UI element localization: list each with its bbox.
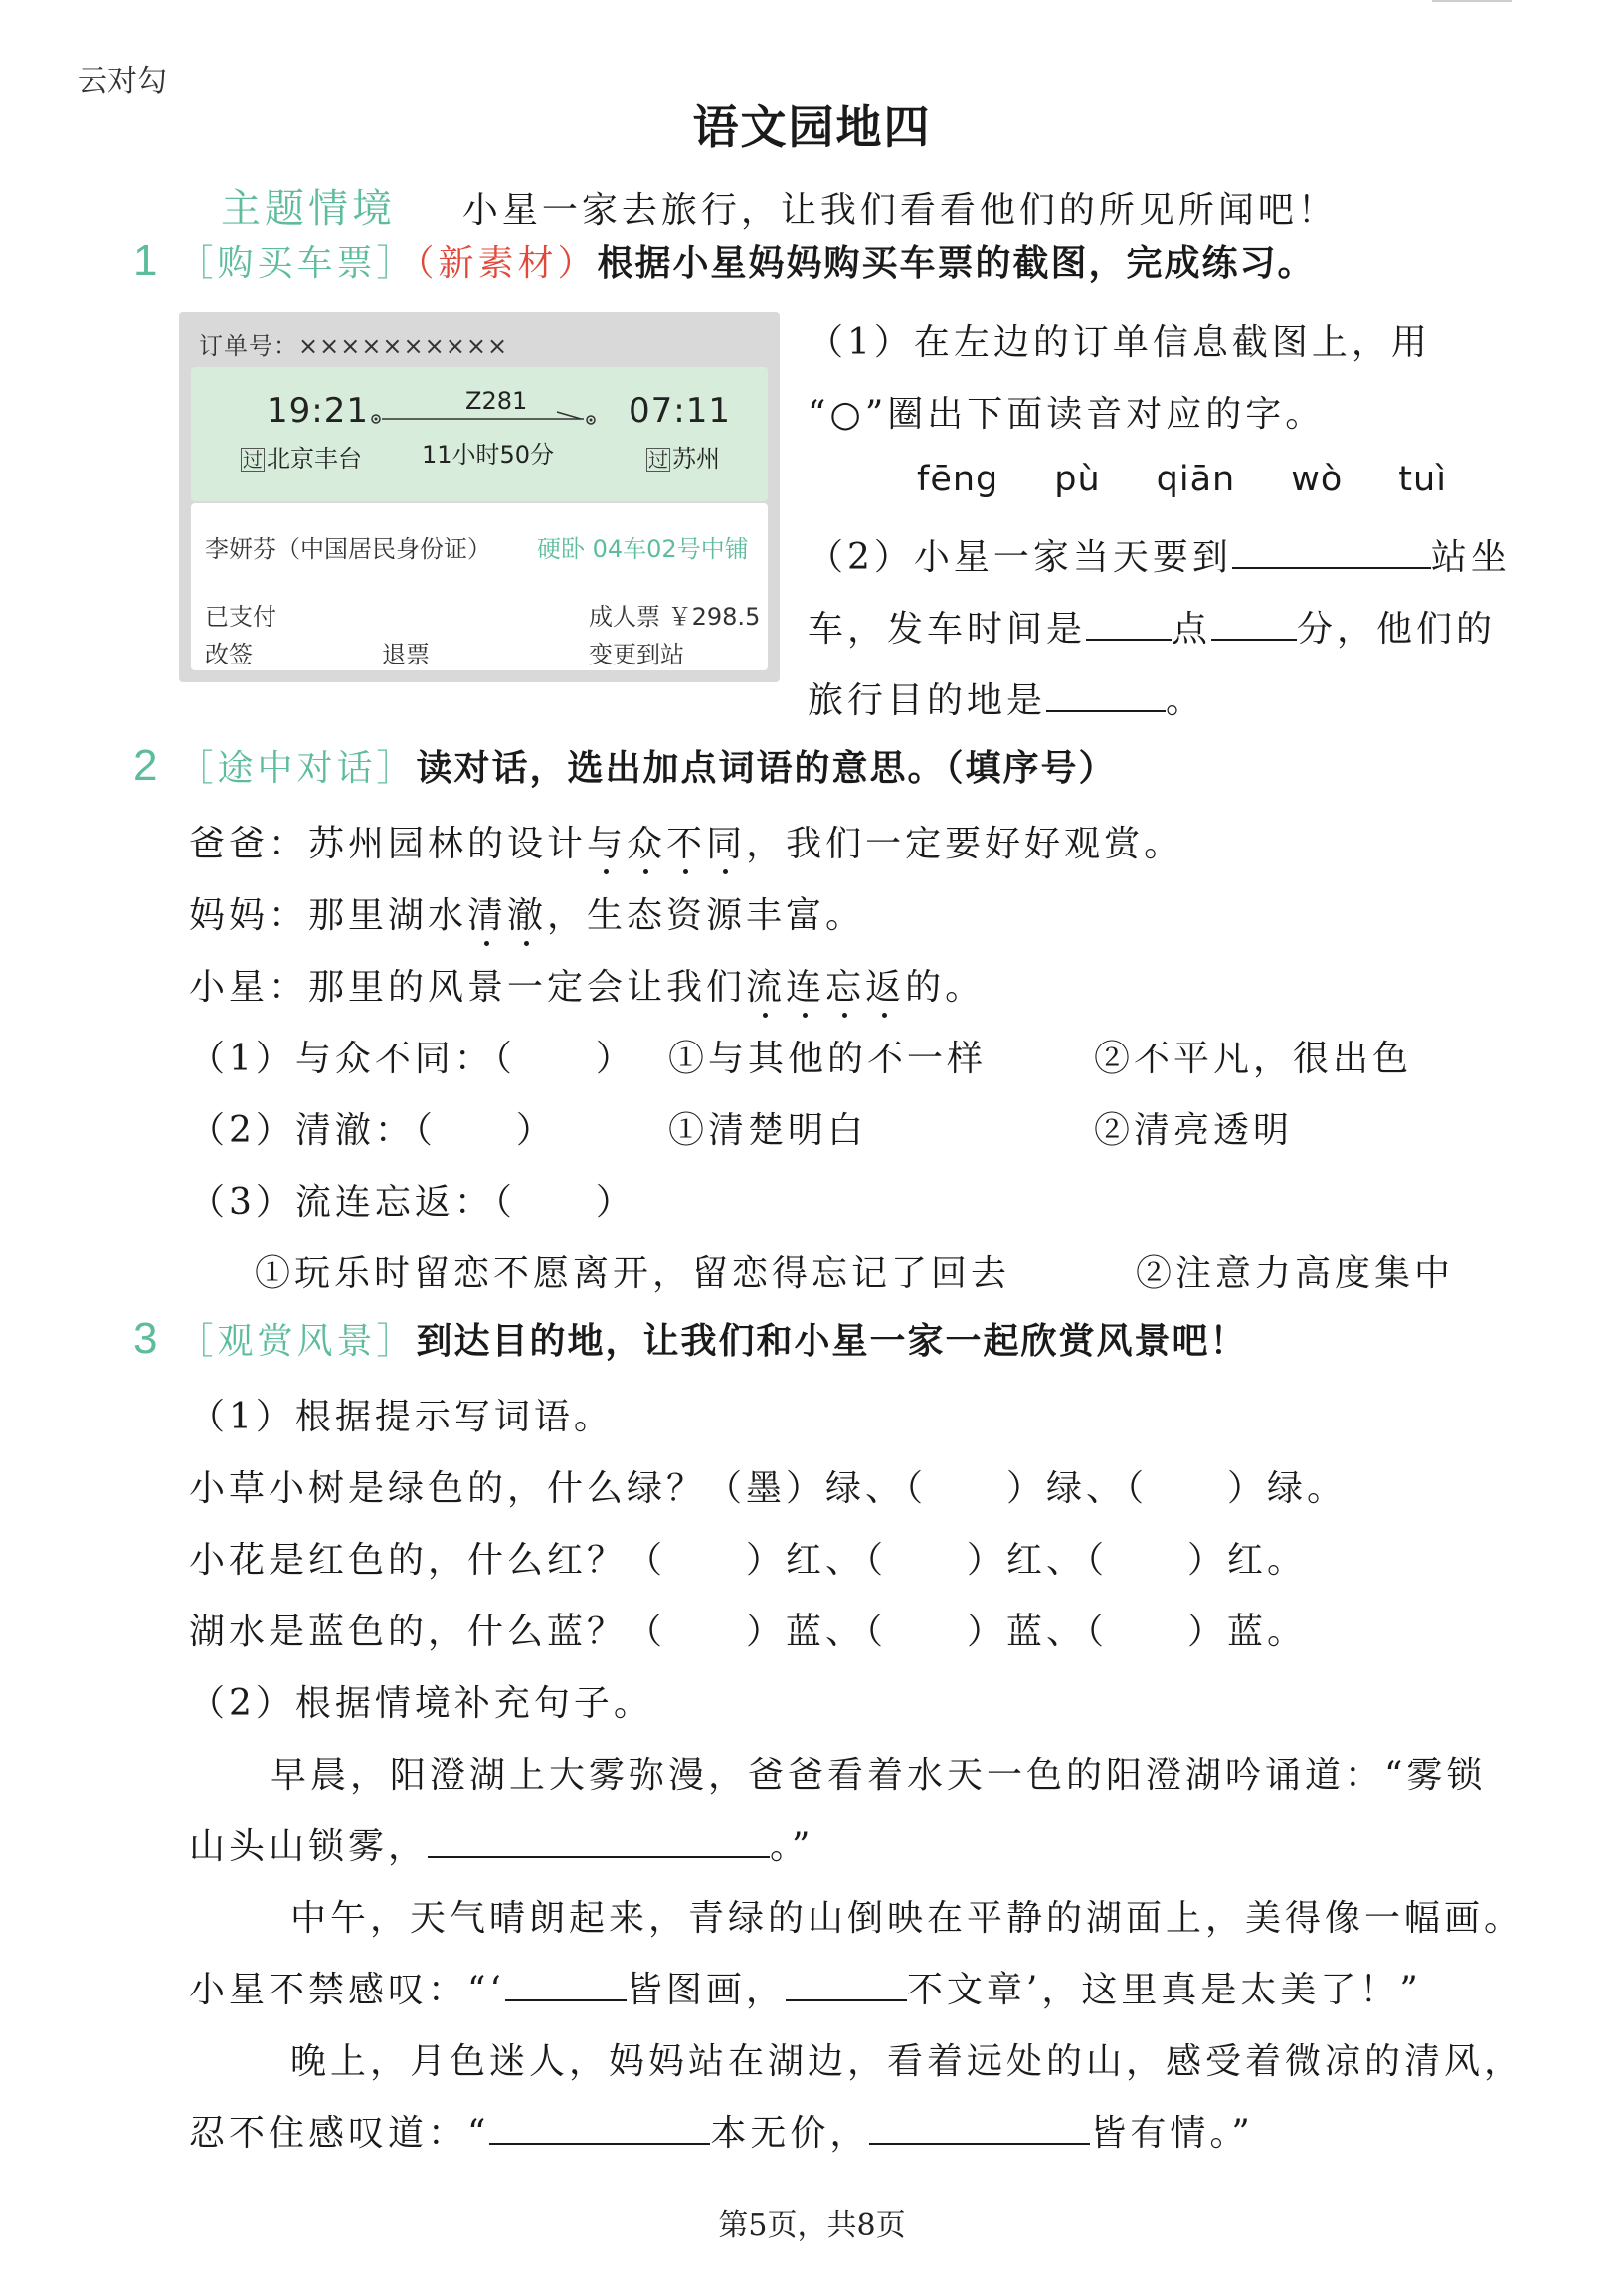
theme-text: 小星一家去旅行，让我们看看他们的所见所闻吧！ xyxy=(461,190,1338,231)
answer-blank[interactable] xyxy=(1046,680,1166,712)
q1-sub2-text: 。 xyxy=(1166,680,1206,721)
answer-blank[interactable] xyxy=(869,2113,1090,2145)
ticket-arrive-time: 07:11 xyxy=(629,391,731,431)
dialog-xiaoxing xyxy=(189,959,985,1010)
dotted-char: 与 xyxy=(587,824,628,864)
pinyin-item: tuì xyxy=(1398,460,1447,499)
q2-tag: ［途中对话］ xyxy=(177,748,417,789)
q1-new-tag: （新素材） xyxy=(416,243,598,284)
q3-paragraph-morning: 早晨，阳澄湖上大雾弥漫，爸爸看着水天一色的阳澄湖吟诵道：“雾锁 xyxy=(271,1755,1487,1796)
answer-blank[interactable] xyxy=(1232,537,1431,569)
ticket-refund-button: 退票 xyxy=(382,641,430,668)
q3-paragraph-evening-2 xyxy=(189,2105,1254,2156)
q2-item-label: （3）流连忘返：（ ） xyxy=(189,1182,635,1223)
dotted-char: 澈 xyxy=(507,895,548,936)
q2-instruction: 读对话，选出加点词语的意思。（填序号） xyxy=(416,748,1117,789)
pinyin-item: qiān xyxy=(1156,460,1236,499)
ticket-change-station-button: 变更到站 xyxy=(589,641,684,668)
q1-number: 1 xyxy=(133,236,162,285)
top-rule xyxy=(1432,0,1512,2)
dotted-char: 众 xyxy=(627,824,667,864)
paragraph-text: 不文章’，这里真是太美了！” xyxy=(906,1970,1422,2010)
dotted-char: 不 xyxy=(666,824,707,864)
paragraph-text: 小星不禁感叹：“‘ xyxy=(189,1970,505,2010)
q3-number: 3 xyxy=(133,1314,162,1363)
q3-paragraph-noon: 中午，天气晴朗起来，青绿的山倒映在平静的湖面上，美得像一幅画。 xyxy=(290,1898,1525,1939)
q3-paragraph-noon-2 xyxy=(189,1962,1422,2012)
q3-red-line: 小花是红色的，什么红？（ ）红、（ ）红、（ ）红。 xyxy=(189,1540,1308,1581)
brand-header: 云对勾 xyxy=(78,64,167,98)
ticket-screenshot xyxy=(179,312,780,682)
q3-heading xyxy=(133,1313,1248,1364)
from-station-name: 北京丰台 xyxy=(267,445,362,473)
paragraph-text: 皆有情。” xyxy=(1090,2113,1254,2154)
q1-sub2-text: 车，发车时间是 xyxy=(808,609,1087,650)
q2-item-option: ①清楚明白 xyxy=(668,1110,868,1151)
theme-line xyxy=(221,177,1338,234)
q3-paragraph-evening: 晚上，月色迷人，妈妈站在湖边，看着远处的山，感受着微凉的清风， xyxy=(290,2041,1525,2082)
ticket-train-number: Z281 xyxy=(465,387,528,415)
q3-paragraph-morning-2 xyxy=(189,1818,813,1869)
q2-item-option: ②不平凡，很出色 xyxy=(1094,1039,1413,1079)
paragraph-text: 本无价， xyxy=(710,2113,870,2154)
q2-item-option: ①与其他的不一样 xyxy=(668,1039,988,1079)
answer-blank[interactable] xyxy=(489,2113,710,2145)
ticket-change-button: 改签 xyxy=(205,641,253,668)
paragraph-text: 山头山锁雾， xyxy=(189,1826,429,1867)
ticket-passenger-panel xyxy=(191,503,768,670)
q2-item-label: （2）清澈：（ ） xyxy=(189,1110,556,1151)
q2-number: 2 xyxy=(133,741,162,790)
dialog-text: 小星：那里的风景一定会让我们 xyxy=(189,967,747,1008)
pinyin-item: fēng xyxy=(917,460,999,499)
ticket-order-number: 订单号：×××××××××× xyxy=(199,332,509,360)
dotted-char: 连 xyxy=(786,967,826,1008)
dotted-char: 清 xyxy=(467,895,508,936)
q3-blue-line: 湖水是蓝色的，什么蓝？（ ）蓝、（ ）蓝、（ ）蓝。 xyxy=(189,1612,1308,1652)
pinyin-item: pù xyxy=(1054,460,1101,499)
q1-sub1-line2: “○”圈出下面读音对应的字。 xyxy=(808,394,1326,435)
dialog-text: 妈妈：那里湖水 xyxy=(189,895,468,936)
q3-tag: ［观赏风景］ xyxy=(177,1321,417,1362)
q1-sub2-text: 旅行目的地是 xyxy=(808,680,1047,721)
ticket-seat: 硬卧 04车02号中铺 xyxy=(537,535,749,563)
dotted-char: 流 xyxy=(746,967,787,1008)
q1-sub2-text: 点 xyxy=(1172,609,1212,650)
answer-blank[interactable] xyxy=(1211,609,1297,641)
to-station-name: 苏州 xyxy=(672,445,720,473)
q2-item-option: ②清亮透明 xyxy=(1094,1110,1294,1151)
q3-sub2: （2）根据情境补充句子。 xyxy=(189,1683,653,1724)
q1-sub2-line1 xyxy=(808,529,1511,580)
theme-label: 主题情境 xyxy=(221,186,396,232)
ticket-fare: 成人票 ￥298.5 xyxy=(589,603,761,631)
answer-blank[interactable] xyxy=(1086,609,1172,641)
dialog-mom xyxy=(189,887,865,938)
q1-sub2-text: 分，他们的 xyxy=(1297,609,1497,650)
dotted-char: 忘 xyxy=(825,967,866,1008)
answer-blank[interactable] xyxy=(428,1826,770,1858)
q1-sub2-line2 xyxy=(808,601,1496,652)
ticket-duration: 11小时50分 xyxy=(422,441,555,469)
q3-instruction: 到达目的地，让我们和小星一家一起欣赏风景吧！ xyxy=(416,1321,1248,1362)
paragraph-text: 忍不住感叹道：“ xyxy=(189,2113,490,2154)
page-number: 第5页，共8页 xyxy=(718,2208,906,2243)
dialog-dad xyxy=(189,816,1183,866)
q1-instruction: 根据小星妈妈购买车票的截图，完成练习。 xyxy=(597,243,1316,284)
dotted-char: 同 xyxy=(706,824,747,864)
paragraph-text: 。” xyxy=(770,1826,814,1867)
pass-mark-icon: 过 xyxy=(648,448,668,472)
dotted-char: 返 xyxy=(865,967,906,1008)
q2-item-option: ②注意力高度集中 xyxy=(1136,1253,1455,1294)
pass-mark-icon: 过 xyxy=(243,448,263,472)
ticket-depart-time: 19:21 xyxy=(267,391,369,431)
page-title: 语文园地四 xyxy=(692,100,932,154)
q3-sub1: （1）根据提示写词语。 xyxy=(189,1397,614,1437)
ticket-to-station xyxy=(646,439,720,474)
dialog-text: ，我们一定要好好观赏。 xyxy=(746,824,1184,864)
ticket-from-station xyxy=(241,439,362,474)
ticket-passenger: 李妍芬（中国居民身份证） xyxy=(205,535,491,563)
ticket-route-panel xyxy=(191,367,768,501)
pinyin-item: wò xyxy=(1291,460,1344,499)
dialog-text: ，生态资源丰富。 xyxy=(547,895,866,936)
q2-item-option: ①玩乐时留恋不愿离开，留恋得忘记了回去 xyxy=(255,1253,1011,1294)
q2-item-label: （1）与众不同：（ ） xyxy=(189,1039,635,1079)
q1-heading xyxy=(133,235,1316,285)
paragraph-text: 皆图画， xyxy=(626,1970,786,2010)
q1-sub2-text: 站坐 xyxy=(1430,537,1511,578)
route-arrow-icon xyxy=(370,409,599,429)
dialog-text: 的。 xyxy=(905,967,986,1008)
dialog-text: 爸爸：苏州园林的设计 xyxy=(189,824,588,864)
pinyin-row xyxy=(917,460,1447,499)
answer-blank[interactable] xyxy=(786,1970,907,2001)
q1-sub2-line3 xyxy=(808,672,1205,723)
q2-heading xyxy=(133,740,1117,791)
ticket-paid-status: 已支付 xyxy=(205,603,276,631)
q3-green-line: 小草小树是绿色的，什么绿？（墨）绿、（ ）绿、（ ）绿。 xyxy=(189,1468,1348,1509)
answer-blank[interactable] xyxy=(505,1970,627,2001)
q1-sub2-text: （2）小星一家当天要到 xyxy=(808,537,1232,578)
q1-tag: ［购买车票］ xyxy=(177,243,417,284)
q1-sub1-line1: （1）在左边的订单信息截图上，用 xyxy=(808,322,1431,363)
